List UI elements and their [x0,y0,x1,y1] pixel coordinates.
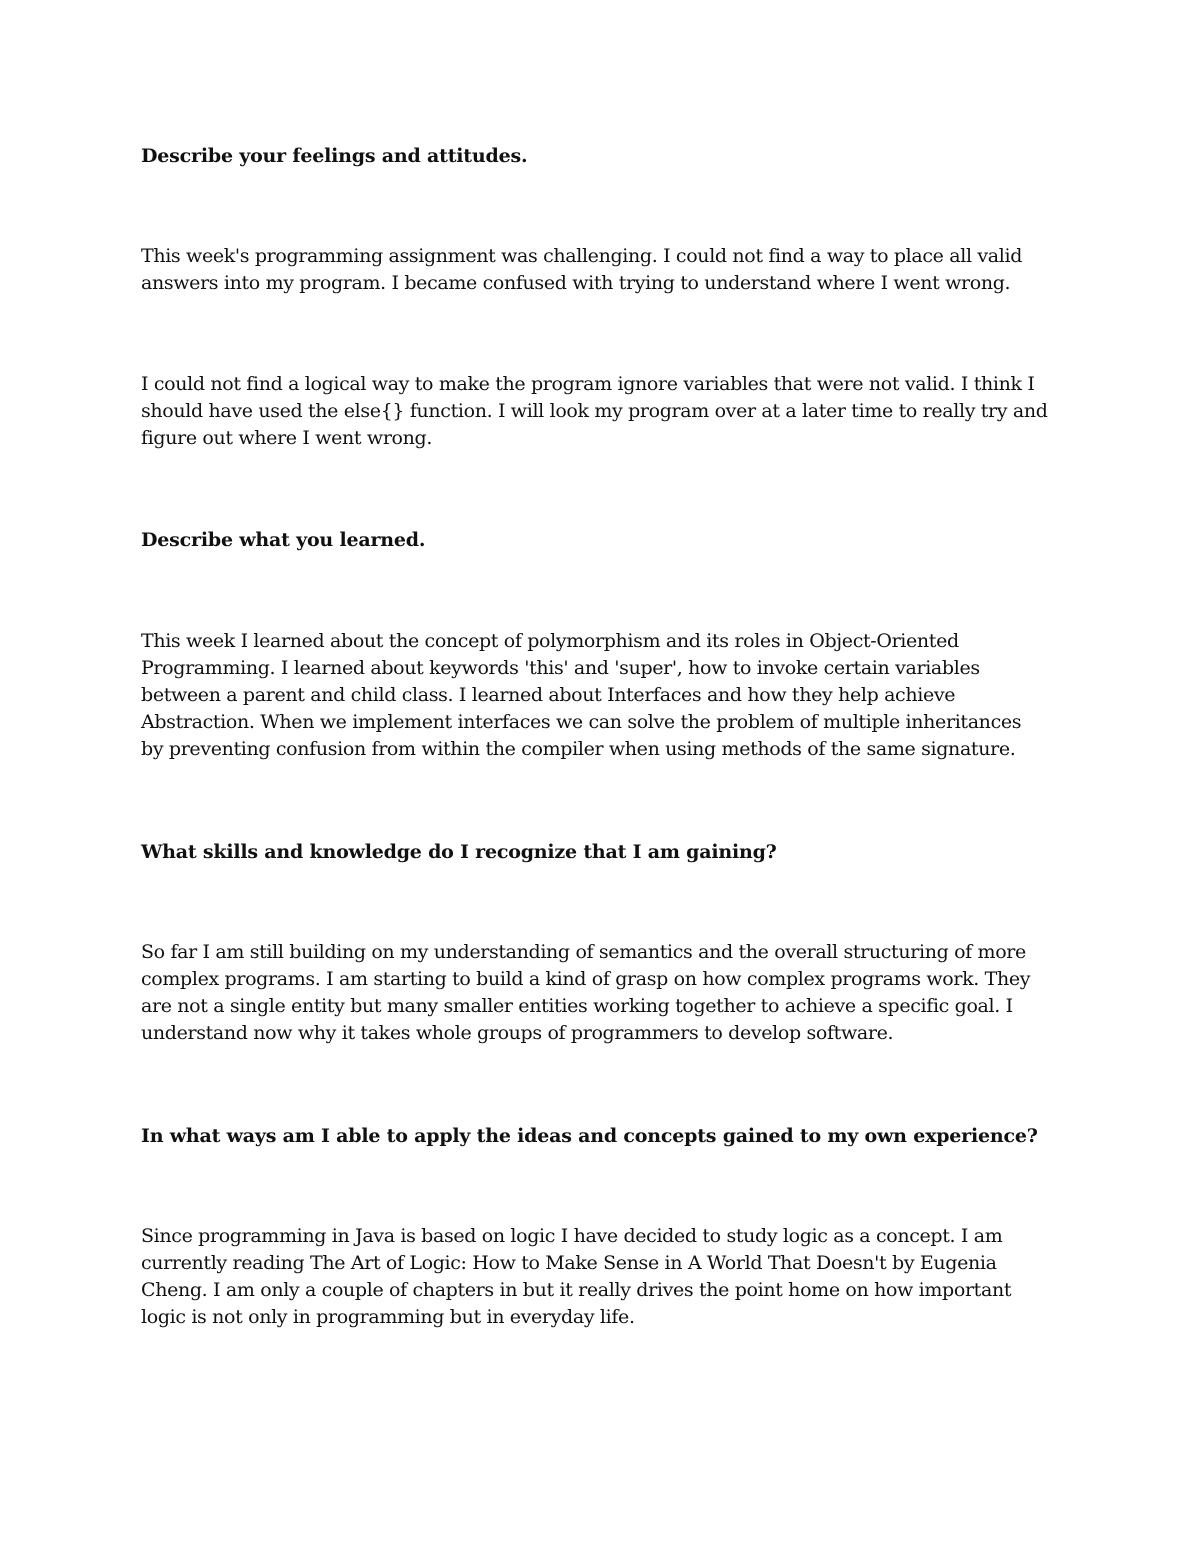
paragraph-line: I could not find a logical way to make the program ignore variables that were not valid. I think I [141,373,1035,395]
paragraph-line: answers into my program. I became confused with trying to understand where I went wrong. [141,272,1011,294]
paragraph-line: Programming. I learned about keywords 'this' and 'super', how to invoke certain variables [141,657,980,679]
paragraph-line: This week I learned about the concept of polymorphism and its roles in Object-Oriented [141,630,959,652]
paragraph-line: understand now why it takes whole groups of programmers to develop software. [141,1022,894,1044]
paragraph-line: by preventing confusion from within the compiler when using methods of the same signature. [141,738,1016,760]
paragraph [141,628,1071,763]
paragraph-line: complex programs. I am starting to build a kind of grasp on how complex programs work. They [141,968,1031,990]
paragraph-line: figure out where I went wrong. [141,427,433,449]
paragraph-line: currently reading The Art of Logic: How to Make Sense in A World That Doesn't by Eugenia [141,1252,997,1274]
paragraph [141,939,1071,1047]
section-heading: Describe your feelings and attitudes. [141,145,528,167]
paragraph-line: Since programming in Java is based on logic I have decided to study logic as a concept. I am [141,1225,1003,1247]
paragraph-line: This week's programming assignment was challenging. I could not find a way to place all valid [141,245,1023,267]
paragraph-line: logic is not only in programming but in everyday life. [141,1306,635,1328]
paragraph [141,1223,1071,1331]
paragraph-line: So far I am still building on my understanding of semantics and the overall structuring of more [141,941,1026,963]
section-heading: In what ways am I able to apply the ideas and concepts gained to my own experience? [141,1125,1038,1147]
paragraph-line: are not a single entity but many smaller entities working together to achieve a specific goal. I [141,995,1013,1017]
paragraph-line: Cheng. I am only a couple of chapters in but it really drives the point home on how important [141,1279,1012,1301]
paragraph-line: Abstraction. When we implement interfaces we can solve the problem of multiple inheritances [141,711,1022,733]
paragraph-line: between a parent and child class. I learned about Interfaces and how they help achieve [141,684,956,706]
paragraph [141,371,1071,452]
section-heading: Describe what you learned. [141,529,426,551]
paragraph [141,243,1071,297]
paragraph-line: should have used the else{} function. I will look my program over at a later time to really try and [141,400,1048,422]
section-heading: What skills and knowledge do I recognize that I am gaining? [141,841,777,863]
